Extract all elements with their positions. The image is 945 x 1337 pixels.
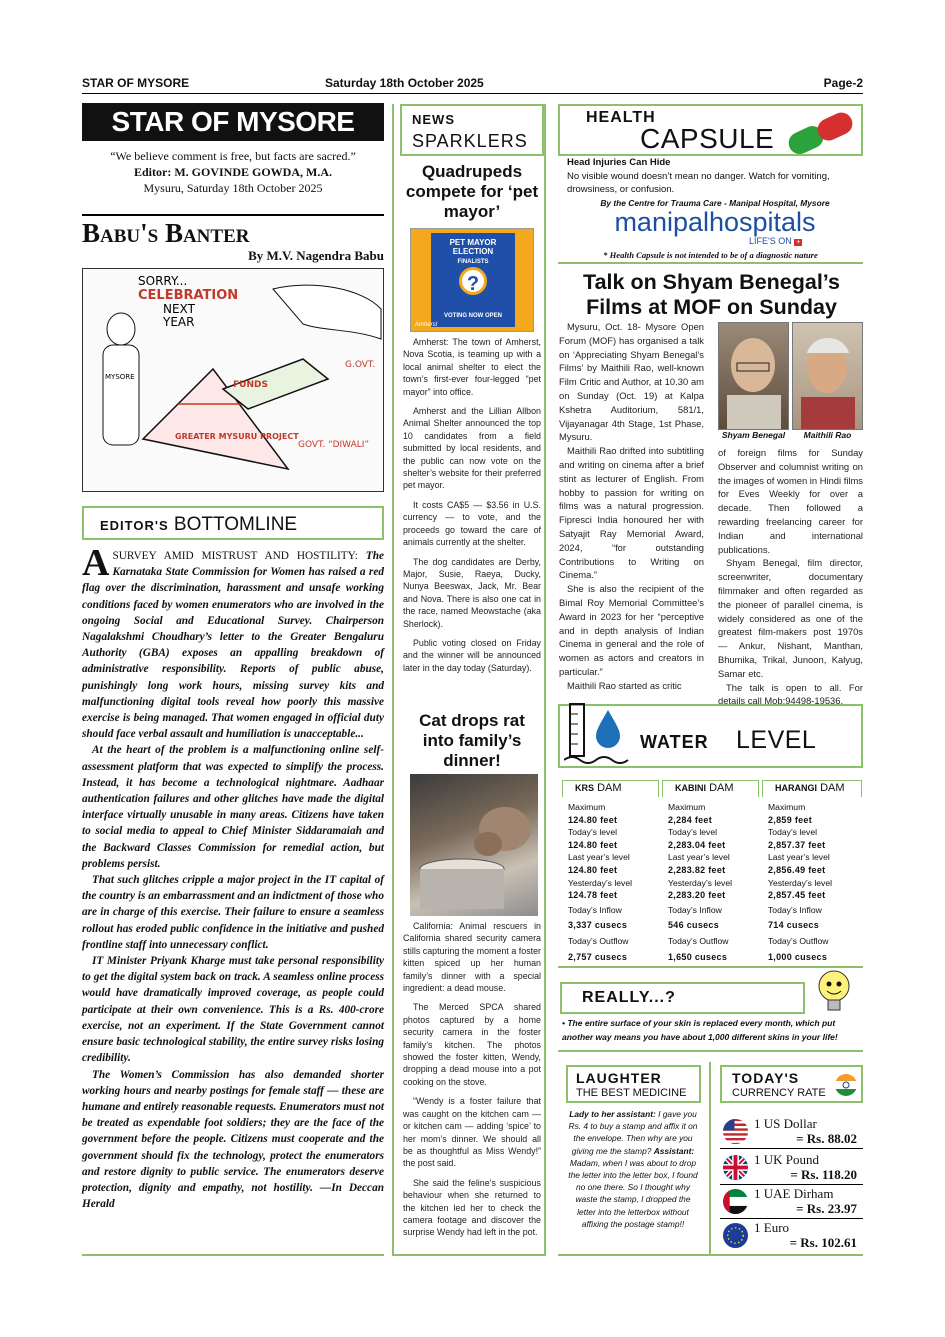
sparklers-tag: NEWS [412,112,455,127]
banter-title: Babu's Banter [82,218,250,248]
dam-name: HARANGI [775,783,817,793]
currency-value: = Rs. 88.02 [796,1131,857,1146]
banter-byline: By M.V. Nagendra Babu [248,248,384,263]
capsule-icon [778,108,864,156]
poster-title: PET MAYOR ELECTION [449,238,497,256]
dam-name: KRS [575,783,595,793]
header-paper-name: STAR OF MYSORE [82,76,190,90]
currency-value-text: Rs. 88.02 [806,1131,857,1146]
currency-row [720,1220,863,1253]
dam-label: Maximum [768,802,806,812]
cartoon-text: SORRY... [138,274,188,288]
talk-headline [560,270,863,320]
really-title: REALLY...? [582,989,676,1006]
dam-label: Yesterday’s level [668,877,733,888]
currency-row [720,1186,863,1219]
talk-para: Maithili Rao drifted into subtitling and writing on cinema after a brief stint as lecturer of English. From hobby to passion for writing on films was a natural progression. Fipresci India honoured her with Satyajit Ray Memorial Award, 2024, “for outstanding Contributions to Writing on Cinema.” [559,445,704,581]
currency-value-text: Rs. 118.20 [801,1167,857,1182]
laughter-sub: THE BEST MEDICINE [576,1087,687,1099]
health-text: No visible wound doesn’t mean no danger. Watch for vomiting, drowsiness, or confusion. [567,170,830,195]
currency-name: 1 UAE Dirham [754,1186,834,1201]
us-flag-icon [722,1118,749,1145]
cartoon-image [82,268,384,492]
editorial-body [82,542,384,1212]
editorial-para: The Women’s Commission has also demanded shorter working hours and nearby postings for female staff — these are humane and entirely reasonable requests. Enumerators must not be treated as expendable foot soldiers; they are the face of the government before the people. Citizens must cooperate and the government should fix the technology, protect the enumerators and restore dignity to public service. The enumerators deserve protection, dignity and empathy, not hostility. —In Deccan Herald [82,1068,384,1211]
portrait-icon [719,323,788,429]
talk-para: She is also the recipient of the Bimal Roy Memorial Committee’s Award in 2023 for her “perceptive and in depth analysis of Indian Cinema in general and the role of women as actors and creators in particular.” [559,583,704,677]
dam-label: Today’s level [768,827,818,838]
dam-label: Maximum [668,802,706,812]
editorial-para: At the heart of the problem is a malfunctioning online self-assessment platform that was expected to simplify the process. Instead, it has become a technological nightmare. Aadhaar authentication failures and other glitches have made the digital interface virtually unusable in many areas. Citizens have taken to social media to appeal to Chief Minister Siddaramaiah and the Backward Classes Commission for remedial action, but problems persist. [82,744,384,870]
editorial-title: BOTTOMLINE [173,514,298,535]
lightbulb-icon [812,966,858,1016]
talk-para: The talk is open to all. For details call Mob:94498-19536. [718,681,863,707]
editorial-para: The Karnataka State Commission for Women has raised a red flag over the discrimination, harassment and unsafe working conditions faced by women enumerators who are involved in the ongoing Social and Educational Survey. Chairperson Nagalakshmi Choudhary’s letter to the Greater Bengaluru Authority (GBA) exposes an appalling breakdown of administrative responsibility. Reports of public abuse, punishingly long work hours, missing survey kits and malfunctioning digital tools reveal how poorly this massive exercise is being managed. That women engaged in official duty should face verbal assault and humiliation is unacceptable... [82,550,384,741]
currency-value-text: Rs. 23.97 [806,1201,857,1216]
dam-label: Today’s Outflow [568,935,629,946]
story-para: The Merced SPCA shared photos captured by a home security camera in the foster family’s kitchen. The photos showed the foster kitten, Wendy, dropping a dead mouse into a pot cooking on the stove. [403,1002,541,1087]
editorial-para: That such glitches cripple a major project in the IT capital of the country is an embarrassment and an indictment of those who are in charge of this exercise. Their failure to ensure a seamless rollout has eroded public confidence in the initiative and pushed frontline staff into unnecessary conflict. [82,874,384,951]
dam-value: 2,283.04 feet [668,839,726,850]
cat-pot-illustration [410,774,538,916]
talk-headline-2: Films at MOF on Sunday [586,295,837,319]
dam-values [662,797,759,963]
dam-suffix: DAM [709,782,734,794]
dam-header [662,780,759,797]
dam-suffix: DAM [820,782,845,794]
divider [558,1050,863,1052]
dam-label: Last year’s level [668,852,730,863]
story-para: The dog candidates are Derby, Major, Susie, Raeya, Ducky, Nunya Beeswax, Jack, Mr. Bear and Nova. There is also one cat in the race, named Meowstache (aka Sherlock). [403,556,541,629]
dam-label: Maximum [568,802,606,812]
health-tag: HEALTH [586,109,656,126]
story-para: California: Animal rescuers in California shared security camera stills capturing the moment a foster kitten spiced up her human family’s dinner with a special ingredient: a dead mouse. [403,921,541,994]
talk-para: Maithili Rao started as critic [567,679,682,691]
health-credit: By the Centre for Trauma Care - Manipal Hospital, Mysore [600,197,830,208]
story-para: Public voting closed on Friday and the winner will be announced later in the day today (Saturday). [403,637,541,673]
cartoon-text: FUNDS [233,380,268,390]
dam-value: 2,283.20 feet [668,890,726,901]
health-head: Head Injuries Can Hide [567,157,671,168]
column-rule [544,104,546,1254]
dam-label: Today’s Outflow [668,935,729,946]
currency-title: TODAY'S [732,1070,800,1086]
banter-section [82,214,384,264]
dam-label: Today’s level [568,827,618,838]
talk-para: Mysuru, Oct. 18- Mysore Open Forum (MOF) has organised a talk on ‘Appreciating Shyam Benegal’s Films’ by Maithili Rao, well-known Film Critic and Author, at 10.30 am on Sunday (Oct. 19) at Kalpa Kshetra Auditorium, 581/1, Vijayanagar 4th Stage, 1st Phase, Mysuru. [559,321,704,443]
uk-flag-icon [722,1154,749,1181]
poster-footer: VOTING NOW OPEN [443,313,502,319]
dam-value: 2,283.82 feet [668,864,726,875]
india-flag-icon [834,1073,858,1097]
masthead-info [82,148,384,196]
header-page-number: Page-2 [823,76,863,90]
dam-value: 714 cusecs [768,920,820,931]
dam-header [762,780,862,797]
editorial-lead: SURVEY AMID MISTRUST AND HOSTILITY: [112,550,366,562]
dam-value: 546 cusecs [668,920,720,931]
health-note: * Health Capsule is not intended to be of a diagnostic nature [603,250,818,260]
dam-value: 3,337 cusecs [568,920,628,931]
joke-speaker: Lady to her assistant: [569,1109,656,1119]
editor-line: Editor: M. GOVINDE GOWDA, M.A. [134,165,332,179]
currency-name: 1 UK Pound [754,1152,820,1167]
column-rule [709,1062,711,1254]
dam-value: 124.80 feet [568,839,618,850]
dam-value: 124.80 feet [568,814,618,825]
motto: “We believe comment is free, but facts are sacred.” [110,149,356,163]
cartoon-text: GREATER MYSURU PROJECT [175,432,299,441]
currency-row [720,1116,863,1149]
dam-label: Today’s Inflow [668,904,722,915]
divider [558,262,863,264]
column-rule [392,104,394,1254]
water-title: LEVEL [736,726,817,754]
dam-column [762,780,862,963]
currency-name: 1 Euro [754,1220,790,1235]
health-heading [558,104,863,156]
sparklers-title: SPARKLERS [412,131,528,151]
masthead-title: STAR OF MYSORE [82,103,384,141]
dam-label: Yesterday’s level [768,877,833,888]
story-para: “Wendy is a foster failure that was caught on the kitchen cam — or kitchen cam — adding ‘spice’ to her mom’s dinner. We should all be as thoughtful as Miss Wendy!” the post said. [403,1096,541,1169]
dam-value: 124.80 feet [568,864,618,875]
water-tag: WATER [640,732,709,752]
maithili-rao-photo [792,322,863,430]
shyam-benegal-photo [718,322,789,430]
dam-label: Today’s Inflow [768,904,822,915]
dam-value: 2,757 cusecs [568,951,628,962]
pet-poster [431,233,515,327]
dam-label: Yesterday’s level [568,877,633,888]
divider [558,1254,863,1256]
story-headline: Quadrupeds compete for ‘pet mayor’ [405,162,539,221]
dam-label: Last year’s level [768,852,830,863]
talk-para: of foreign films for Sunday Observer and columnist writing on the images of women in Hindi films for Eves Weekly for over a decade. Then followed a rewarding freelancing career for Indian and international publications. [718,447,863,555]
header-date: Saturday 18th October 2025 [325,76,484,90]
story-para: Amherst and the Lillian Allbon Animal Shelter announced the top 10 candidates from a field submitted by local residents, and the public can now vote on the shelter’s website for their preferred pet mayor. [403,406,541,491]
talk-column-2 [718,446,863,708]
cartoon-text: GOVT. “DIWALI” [298,440,370,450]
divider [82,1254,384,1256]
water-gauge-icon [564,700,634,766]
dateline: Mysuru, Saturday 18th October 2025 [143,181,323,195]
portrait-icon [793,323,862,429]
dam-name: KABINI [675,783,706,793]
talk-column-1 [559,320,704,693]
dam-header [562,780,659,797]
cartoon-drawing [83,269,383,491]
currency-value: = Rs. 118.20 [790,1167,857,1182]
dam-label: Today’s Outflow [768,935,829,946]
laughter-title: LAUGHTER [576,1070,662,1086]
dam-value: 2,859 feet [768,814,813,825]
eu-flag-icon [722,1222,749,1249]
dam-value: 2,856.49 feet [768,864,826,875]
question-mark-icon: ? [459,267,487,295]
page-header [82,76,863,94]
editorial-heading [82,506,384,540]
cat-photo [410,774,538,916]
manipal-tagline-text: LIFE'S ON [749,236,792,246]
story-headline: Cat drops rat into family’s dinner! [419,711,525,770]
joke-line: Madam, when I was about to drop the letter into the letter box, I found no one there. So I thought why waste the stamp, I dropped the letter into the letterbox without affixing the postage stamp!! [568,1157,698,1229]
dam-value: 2,857.37 feet [768,839,826,850]
dam-label: Today’s level [668,827,718,838]
divider [392,1254,546,1256]
cartoon-text: G.OVT. [345,360,376,370]
photo-caption: Shyam Benegal [721,430,786,440]
story-para: Amherst: The town of Amherst, Nova Scotia, is teaming up with a local animal shelter to elect the town’s first-ever four-legged “pet mayor” into office. [403,337,541,397]
poster-sub: FINALISTS [457,259,489,265]
editorial-tag: EDITOR'S [100,518,169,533]
cartoon-text: CELEBRATION [138,288,239,303]
dam-value: 124.78 feet [568,890,618,901]
dam-value: 2,284 feet [668,814,713,825]
dam-column [562,780,659,963]
currency-sub: CURRENCY RATE [732,1087,826,1099]
cartoon-text: MYSORE [105,373,135,381]
joke-text [566,1108,700,1230]
photo-caption: Maithili Rao [803,430,852,440]
currency-row [720,1152,863,1185]
cartoon-text: YEAR [163,315,195,329]
currency-value: = Rs. 23.97 [796,1201,857,1216]
health-title: CAPSULE [640,123,775,154]
plus-icon: + [796,239,801,246]
drop-cap: A [82,542,110,584]
manipal-tagline [749,236,802,246]
really-heading [560,982,805,1014]
really-fact: • The entire surface of your skin is replaced every month, which put another way means you have about 1,000 different skins in your life! [562,1018,838,1042]
cartoon-text: NEXT [163,302,195,316]
water-level-heading [558,704,863,768]
amherst-logo: Amherst [415,322,438,328]
story-para: It costs CA$5 — $3.56 in U.S. currency — to vote, and the proceeds go toward the care of animals currently at the shelter. [403,499,541,548]
story-body [403,920,541,1246]
dam-label: Last year’s level [568,852,630,863]
joke-line: I gave you Rs. 4 to buy a stamp and affix it on the envelope. Then why are you giving me the stamp? [568,1109,698,1156]
dam-value: 1,000 cusecs [768,951,828,962]
editorial-para: IT Minister Priyank Kharge must take personal responsibility to get the digital system back on track. A seamless online process would have dramatically improved coverage, as people could participate at their own convenience. This is a Rs. 400-crore exercise, not an experiment. If the State Government cannot ensure basic technological stability, the entire survey risks losing credibility. [82,955,384,1065]
currency-value: = Rs. 102.61 [789,1235,857,1250]
dam-value: 1,650 cusecs [668,951,728,962]
dam-values [562,797,659,963]
currency-name: 1 US Dollar [754,1116,817,1131]
laughter-heading [566,1065,701,1103]
sparklers-heading [400,104,544,156]
talk-para: Shyam Benegal, film director, screenwriter, documentary filmmaker and often regarded as the pioneer of parallel cinema, is widely considered as one of the greatest film-makers post 1970s — Ankur, Nishant, Manthan, Bhumika, Trikal, Junoon, Kalyug, Samar etc. [718,557,863,679]
currency-value-text: Rs. 102.61 [800,1235,857,1250]
currency-heading [720,1065,863,1103]
story-para: She said the feline’s suspicious behaviour when she returned to the kitchen led her to check the camera footage and discover the surprise Wendy had left in the pot. [403,1177,541,1238]
uae-flag-icon [722,1188,749,1215]
manipal-logo: manipalhospitals [614,207,816,237]
talk-headline-1: Talk on Shyam Benegal’s [583,270,840,294]
dam-values [762,797,862,963]
joke-speaker: Assistant: [653,1145,695,1156]
dam-value: 2,857.45 feet [768,890,826,901]
story-body [403,336,541,681]
dam-column [662,780,759,963]
really-fact-text: The entire surface of your skin is replaced every month, which put another way means you have about 1,000 different skins in your life! [562,1018,838,1042]
pet-mayor-image [410,228,534,332]
dam-label: Today’s Inflow [568,904,622,915]
health-body [567,156,863,210]
dam-suffix: DAM [597,782,622,794]
